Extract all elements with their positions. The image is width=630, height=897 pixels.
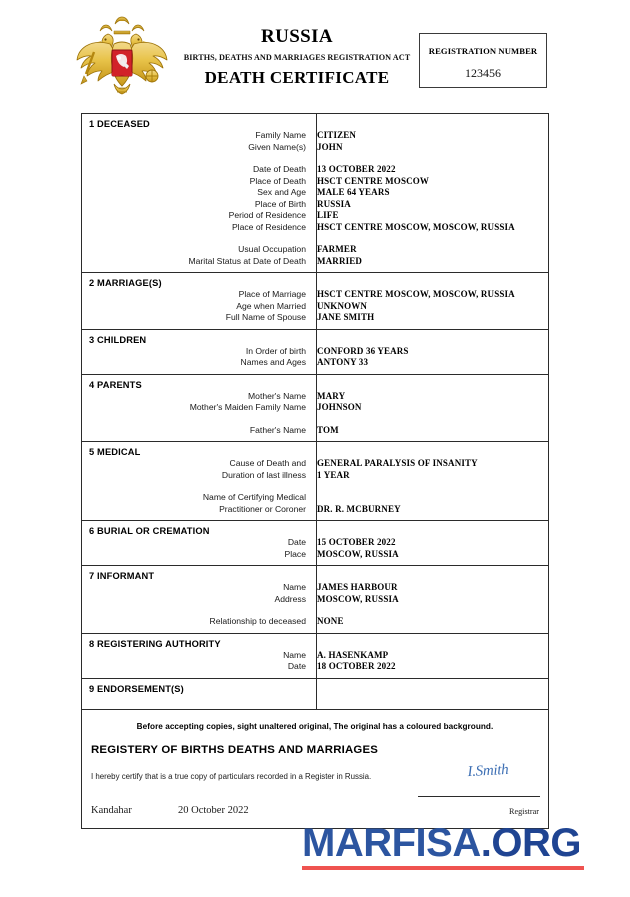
field-value: HSCT CENTRE MOSCOW xyxy=(317,175,430,186)
row-spacer xyxy=(82,233,548,244)
field-row xyxy=(82,142,548,154)
section-rows xyxy=(82,375,548,442)
field-value: FARMER xyxy=(317,244,357,254)
field-row xyxy=(82,582,548,594)
field-row xyxy=(82,346,548,358)
field-row xyxy=(82,458,548,470)
watermark-name: MARFISA xyxy=(302,821,481,865)
section-rows xyxy=(82,114,548,272)
field-row xyxy=(82,244,548,256)
field-value: JAMES HARBOUR xyxy=(317,582,398,592)
field-row xyxy=(82,402,548,414)
field-label: Date xyxy=(287,661,306,671)
section-title: 8 REGISTERING AUTHORITY xyxy=(89,638,221,649)
field-row xyxy=(82,176,548,188)
field-label: Date xyxy=(287,537,306,547)
field-value: GENERAL PARALYSIS OF INSANITY xyxy=(317,458,478,468)
field-label: Name xyxy=(283,582,306,592)
certification-text: I hereby certify that is a true copy of particulars recorded in a Register in Russia. xyxy=(91,771,372,781)
certificate-section-7 xyxy=(82,566,548,634)
field-value: LIFE xyxy=(317,210,339,220)
marfisa-watermark xyxy=(302,822,602,870)
field-value: CITIZEN xyxy=(317,130,357,140)
certificate-header xyxy=(0,0,630,110)
field-label: Given Name(s) xyxy=(248,141,306,152)
issue-date: 20 October 2022 xyxy=(178,804,249,816)
field-row xyxy=(82,222,548,234)
section-title: 5 MEDICAL xyxy=(89,447,141,457)
field-row xyxy=(82,470,548,482)
field-label: Family Name xyxy=(255,130,306,140)
registry-heading: REGISTERY OF BIRTHS DEATHS AND MARRIAGES xyxy=(91,743,379,756)
field-label: Place xyxy=(284,548,306,559)
field-row xyxy=(82,504,548,516)
field-value: UNKNOWN xyxy=(317,300,368,311)
russian-coat-of-arms-icon xyxy=(70,14,174,106)
field-row xyxy=(82,425,548,437)
registration-number-box xyxy=(419,33,547,88)
field-label: Age when Married xyxy=(236,300,306,311)
field-label: Name xyxy=(283,649,306,660)
field-value: CONFORD 36 YEARS xyxy=(317,345,409,356)
field-row xyxy=(82,357,548,369)
field-value: ANTONY 33 xyxy=(317,357,369,367)
certificate-section-5 xyxy=(82,442,548,521)
field-label: Usual Occupation xyxy=(238,244,306,254)
country-title: RUSSIA xyxy=(260,26,334,47)
field-label: Name of Certifying Medical xyxy=(202,492,306,502)
certificate-section-1 xyxy=(82,114,548,273)
section-title: 6 BURIAL OR CREMATION xyxy=(89,526,210,536)
field-value: MARY xyxy=(317,390,346,401)
field-value: MARRIED xyxy=(317,255,363,266)
certificate-section-9 xyxy=(82,679,548,710)
field-value: HSCT CENTRE MOSCOW, MOSCOW, RUSSIA xyxy=(317,289,515,299)
field-row xyxy=(82,549,548,561)
field-value: MALE 64 YEARS xyxy=(317,187,390,197)
certificate-section-2 xyxy=(82,273,548,330)
certificate-section-4 xyxy=(82,375,548,443)
section-rows xyxy=(82,442,548,520)
registrar-signature: I.Smith xyxy=(467,761,509,780)
field-label: Duration of last illness xyxy=(221,469,306,480)
field-row xyxy=(82,312,548,324)
field-value: JOHNSON xyxy=(317,402,362,412)
field-value: HSCT CENTRE MOSCOW, MOSCOW, RUSSIA xyxy=(317,221,515,232)
field-value: MOSCOW, RUSSIA xyxy=(317,593,399,604)
field-label: Address xyxy=(274,593,306,604)
field-label: Mother's Maiden Family Name xyxy=(189,402,306,412)
field-row xyxy=(82,199,548,211)
field-value: TOM xyxy=(317,424,339,435)
field-label: Mother's Name xyxy=(248,390,306,401)
field-row xyxy=(82,301,548,313)
field-row xyxy=(82,650,548,662)
section-rows xyxy=(82,330,548,374)
field-row xyxy=(82,210,548,222)
field-label: Practitioner or Coroner xyxy=(219,503,306,514)
watermark-tld: .ORG xyxy=(480,821,581,865)
field-value: 13 OCTOBER 2022 xyxy=(317,164,396,174)
field-row xyxy=(82,187,548,199)
issue-place: Kandahar xyxy=(91,804,132,816)
section-empty-area xyxy=(82,695,548,704)
certificate-section-3 xyxy=(82,330,548,375)
section-title: 7 INFORMANT xyxy=(89,571,155,581)
signature-line xyxy=(418,796,540,797)
field-value: 15 OCTOBER 2022 xyxy=(317,537,396,547)
row-spacer xyxy=(82,481,548,492)
field-row xyxy=(82,594,548,606)
footer-notice: Before accepting copies, sight unaltered original, The original has a coloured background. xyxy=(136,721,494,731)
field-row xyxy=(82,537,548,549)
field-value: MOSCOW, RUSSIA xyxy=(317,548,399,559)
field-value: JANE SMITH xyxy=(317,312,375,322)
document-title: DEATH CERTIFICATE xyxy=(204,68,390,87)
certificate-body xyxy=(81,113,549,829)
field-row xyxy=(82,661,548,673)
field-value: 1 YEAR xyxy=(317,469,350,480)
field-value: RUSSIA xyxy=(317,198,351,209)
certificate-footer xyxy=(82,710,548,828)
field-label: Cause of Death and xyxy=(229,458,306,468)
field-label: Marital Status at Date of Death xyxy=(188,255,306,266)
certificate-section-8 xyxy=(82,634,548,679)
registration-number-label: REGISTRATION NUMBER xyxy=(428,46,538,56)
field-value: 18 OCTOBER 2022 xyxy=(317,661,396,671)
field-label: Place of Death xyxy=(249,175,306,186)
field-label: Relationship to deceased xyxy=(209,616,306,626)
watermark-text xyxy=(302,822,602,864)
field-label: Names and Ages xyxy=(240,357,306,367)
field-value: NONE xyxy=(317,616,344,626)
field-label: Place of Marriage xyxy=(238,289,306,299)
section-title: 9 ENDORSEMENT(S) xyxy=(89,683,184,694)
row-spacer xyxy=(82,414,548,425)
field-label: In Order of birth xyxy=(245,345,306,356)
field-label: Full Name of Spouse xyxy=(225,312,306,322)
field-row xyxy=(82,130,548,142)
field-label: Place of Residence xyxy=(231,221,306,232)
field-label: Place of Birth xyxy=(254,198,306,209)
act-subtitle: BIRTHS, DEATHS AND MARRIAGES REGISTRATION ACT xyxy=(183,53,411,62)
field-label: Date of Death xyxy=(252,164,306,174)
row-spacer xyxy=(82,153,548,164)
field-value: JOHN xyxy=(317,141,343,152)
footer-bottom-row xyxy=(82,805,548,821)
registration-number-value: 123456 xyxy=(465,66,501,80)
field-row xyxy=(82,256,548,268)
field-row xyxy=(82,616,548,628)
certificate-section-6 xyxy=(82,521,548,566)
section-title: 1 DECEASED xyxy=(89,119,150,129)
watermark-rule xyxy=(302,866,584,870)
field-row xyxy=(82,164,548,176)
field-label: Period of Residence xyxy=(228,210,306,220)
field-row xyxy=(82,289,548,301)
section-title: 2 MARRIAGE(S) xyxy=(89,278,162,288)
section-title: 4 PARENTS xyxy=(89,379,142,390)
registrar-label: Registrar xyxy=(508,806,539,816)
field-label: Sex and Age xyxy=(257,187,306,197)
field-row xyxy=(82,391,548,403)
field-value: DR. R. MCBURNEY xyxy=(317,503,401,514)
field-value: A. HASENKAMP xyxy=(317,649,389,660)
field-row xyxy=(82,492,548,504)
row-spacer xyxy=(82,605,548,616)
section-title: 3 CHILDREN xyxy=(89,334,147,345)
field-label: Father's Name xyxy=(249,424,306,435)
title-block xyxy=(178,26,416,88)
